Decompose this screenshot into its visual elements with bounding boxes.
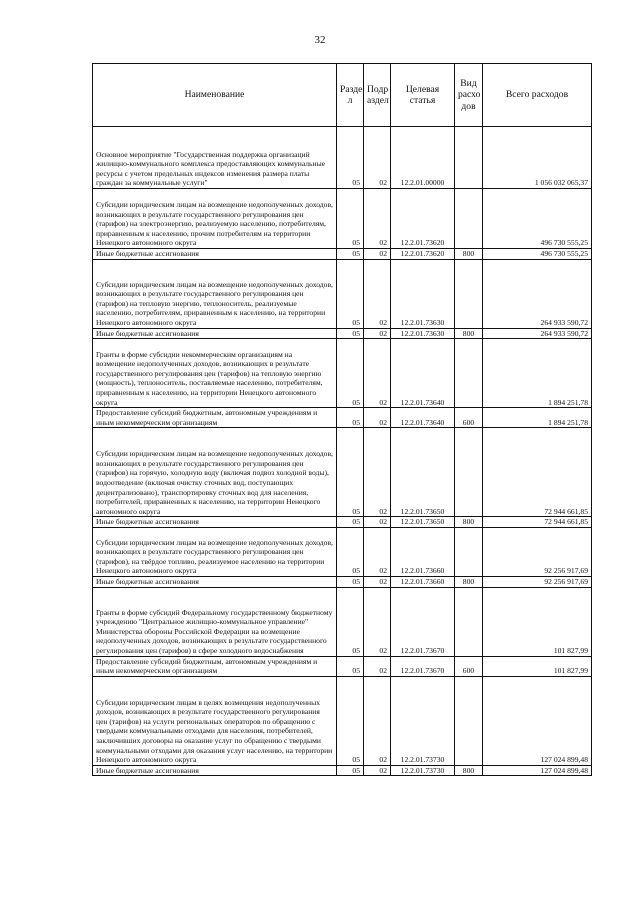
row-name: Предоставление субсидий бюджетным, автономным учреждениям и иным некоммерческим организациям: [93, 656, 337, 676]
row-section: 05: [337, 576, 364, 587]
header-subsection: Подр аздел: [364, 64, 391, 127]
row-target: 12.2.01.73730: [391, 676, 455, 765]
table-row: [93, 127, 592, 189]
row-expense-type: [455, 339, 483, 408]
row-target: 12.2.01.73660: [391, 527, 455, 576]
row-name: Субсидии юридическим лицам на возмещение недополученных доходов, возникающих в результате государственного регулирования цен (тарифов), на твёрдое топливо, реализуемое населению на территории Ненецкого автономного округа: [93, 527, 337, 576]
row-expense-type: 600: [455, 408, 483, 428]
row-target: 12.2.01.73730: [391, 765, 455, 776]
row-total: 101 827,99: [483, 587, 592, 656]
row-section: 05: [337, 328, 364, 339]
table-row: [93, 576, 592, 587]
row-name: Иные бюджетные ассигнования: [93, 576, 337, 587]
row-expense-type: 800: [455, 576, 483, 587]
row-subsection: 02: [364, 189, 391, 249]
header-expense-type: Вид расхо дов: [455, 64, 483, 127]
row-subsection: 02: [364, 527, 391, 576]
row-expense-type: 800: [455, 765, 483, 776]
row-target: 12.2.01.73620: [391, 249, 455, 260]
table-row: [93, 339, 592, 408]
row-section: 05: [337, 676, 364, 765]
table-row: [93, 517, 592, 528]
row-expense-type: [455, 259, 483, 328]
row-expense-type: 800: [455, 328, 483, 339]
row-subsection: 02: [364, 576, 391, 587]
row-expense-type: [455, 676, 483, 765]
row-section: 05: [337, 587, 364, 656]
row-total: 496 730 555,25: [483, 189, 592, 249]
table-row: [93, 527, 592, 576]
row-total: 127 024 899,48: [483, 765, 592, 776]
row-section: 05: [337, 656, 364, 676]
row-total: 1 894 251,78: [483, 339, 592, 408]
table-row: [93, 408, 592, 428]
row-expense-type: 800: [455, 517, 483, 528]
row-subsection: 02: [364, 408, 391, 428]
row-subsection: 02: [364, 259, 391, 328]
row-section: 05: [337, 339, 364, 408]
header-name: Наименование: [93, 64, 337, 127]
table-row: [93, 428, 592, 517]
row-expense-type: [455, 527, 483, 576]
row-subsection: 02: [364, 656, 391, 676]
row-name: Предоставление субсидий бюджетным, автономным учреждениям и иным некоммерческим организациям: [93, 408, 337, 428]
row-name: Гранты в форме субсидии некоммерческим организациям на возмещение недополученных доходов, возникающих в результате государственного регулирования цен (тарифов) на тепловую энергию (мощность), теплоноситель, поставляемые населению, потребителям, приравненным к населению, на территории Ненецкого автономного округа: [93, 339, 337, 408]
row-expense-type: [455, 127, 483, 189]
row-section: 05: [337, 249, 364, 260]
row-subsection: 02: [364, 517, 391, 528]
row-name: Иные бюджетные ассигнования: [93, 328, 337, 339]
row-target: 12.2.01.73640: [391, 408, 455, 428]
table-row: [93, 765, 592, 776]
row-section: 05: [337, 259, 364, 328]
row-subsection: 02: [364, 587, 391, 656]
row-section: 05: [337, 428, 364, 517]
row-expense-type: 800: [455, 249, 483, 260]
row-target: 12.2.01.73630: [391, 328, 455, 339]
table-row: [93, 249, 592, 260]
row-expense-type: 600: [455, 656, 483, 676]
row-section: 05: [337, 527, 364, 576]
table-header-row: [93, 64, 592, 127]
row-total: 101 827,99: [483, 656, 592, 676]
row-subsection: 02: [364, 676, 391, 765]
row-target: 12.2.01.73620: [391, 189, 455, 249]
row-section: 05: [337, 408, 364, 428]
row-subsection: 02: [364, 339, 391, 408]
row-section: 05: [337, 127, 364, 189]
row-subsection: 02: [364, 765, 391, 776]
row-target: 12.2.01.73650: [391, 517, 455, 528]
table-row: [93, 189, 592, 249]
table-row: [93, 328, 592, 339]
row-expense-type: [455, 428, 483, 517]
row-total: 92 256 917,69: [483, 576, 592, 587]
header-total: Всего расходов: [483, 64, 592, 127]
row-name: Субсидии юридическим лицам в целях возмещения недополученных доходов, возникающих в результате государственного регулирования цен (тарифов) на услуги региональных операторов по обращению с твердыми коммунальными отходами для населения, потребителей, заключивших договоры на оказание услуг по обращению с твердыми коммунальными отходами для оказания услуг населению, на территории Ненецкого автономного округа: [93, 676, 337, 765]
row-section: 05: [337, 189, 364, 249]
table-row: [93, 587, 592, 656]
row-expense-type: [455, 587, 483, 656]
row-target: 12.2.01.73650: [391, 428, 455, 517]
row-subsection: 02: [364, 249, 391, 260]
row-total: 264 933 590,72: [483, 259, 592, 328]
row-target: 12.2.01.73660: [391, 576, 455, 587]
row-name: Гранты в форме субсидий Федеральному государственному бюджетному учреждению "Центральное жилищно-коммунальное управление" Министерства обороны Российской Федерации на возмещение недополученных доходов, возникающих в результате государственного регулирования цен (тарифов) в сфере холодного водоснабжения: [93, 587, 337, 656]
row-name: Субсидии юридическим лицам на возмещение недополученных доходов, возникающих в результате государственного регулирования цен (тарифов) на электроэнергию, реализуемую населению, потребителям, приравненным к населению, прочим потребителям на территории Ненецкого автономного округа: [93, 189, 337, 249]
table-row: [93, 259, 592, 328]
row-total: 92 256 917,69: [483, 527, 592, 576]
row-total: 1 056 032 065,37: [483, 127, 592, 189]
row-target: 12.2.01.73670: [391, 587, 455, 656]
row-section: 05: [337, 765, 364, 776]
row-subsection: 02: [364, 127, 391, 189]
row-target: 12.2.01.73640: [391, 339, 455, 408]
table-row: [93, 676, 592, 765]
row-target: 12.2.01.73630: [391, 259, 455, 328]
row-name: Субсидии юридическим лицам на возмещение недополученных доходов, возникающих в результате государственного регулирования цен (тарифов) на горячую, холодную воду (включая подвоз холодной воды), водоотведение (включая очистку сточных вод, поступающих децентрализовано), транспортировку сточных вод для населения, потребителей, приравненных к населению, на территории Ненецкого автономного округа: [93, 428, 337, 517]
row-name: Субсидии юридическим лицам на возмещение недополученных доходов, возникающих в результате государственного регулирования цен (тарифов) на тепловую энергию, теплоноситель, реализуемые населению, потребителям, приравненным к населению, на территории Ненецкого автономного округа: [93, 259, 337, 328]
row-total: 496 730 555,25: [483, 249, 592, 260]
row-name: Иные бюджетные ассигнования: [93, 765, 337, 776]
header-target: Целевая статья: [391, 64, 455, 127]
row-name: Иные бюджетные ассигнования: [93, 249, 337, 260]
row-name: Основное мероприятие "Государственная поддержка организаций жилищно-коммунального комплекса предоставляющих коммунальные ресурсы с учетом предельных индексов изменения размера платы граждан за коммунальные услуги": [93, 127, 337, 189]
row-total: 127 024 899,48: [483, 676, 592, 765]
table-row: [93, 656, 592, 676]
row-total: 264 933 590,72: [483, 328, 592, 339]
header-section: Разде л: [337, 64, 364, 127]
page-number: 32: [314, 34, 326, 46]
row-name: Иные бюджетные ассигнования: [93, 517, 337, 528]
row-total: 1 894 251,78: [483, 408, 592, 428]
row-target: 12.2.01.73670: [391, 656, 455, 676]
row-section: 05: [337, 517, 364, 528]
row-expense-type: [455, 189, 483, 249]
budget-table: [92, 63, 592, 776]
row-target: 12.2.01.00000: [391, 127, 455, 189]
row-total: 72 944 661,85: [483, 428, 592, 517]
row-total: 72 944 661,85: [483, 517, 592, 528]
row-subsection: 02: [364, 328, 391, 339]
row-subsection: 02: [364, 428, 391, 517]
